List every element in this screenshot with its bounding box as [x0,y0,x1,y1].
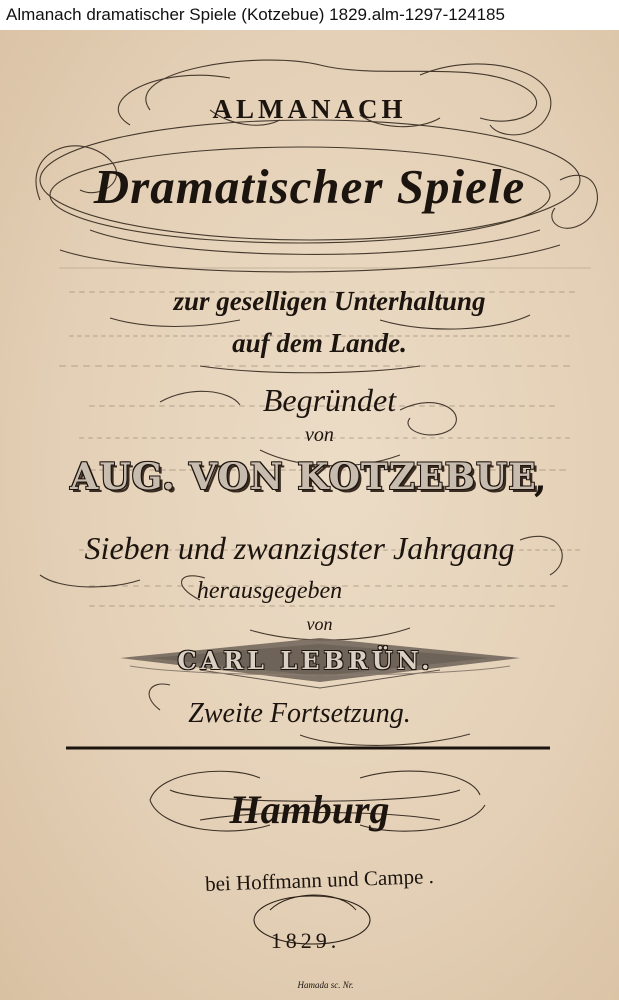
von-label-1: von [305,424,334,446]
main-title: Dramatischer Spiele [93,159,526,214]
subtitle-line-2: auf dem Lande. [232,328,407,358]
engraver-credit: Hamada sc. Nr. [297,980,354,990]
edited-label: herausgegeben [196,578,343,604]
founded-label: Begründet [262,382,397,418]
image-caption: Almanach dramatischer Spiele (Kotzebue) 1829.alm-1297-124185 [0,0,619,30]
publication-year: 1829. [270,928,341,953]
title-page [0,30,619,1000]
continuation-line: Zweite Fortsetzung. [188,698,411,729]
von-label-2: von [306,614,333,634]
publisher-line: bei Hoffmann und Campe . [204,864,435,896]
place-of-publication: Hamburg [229,787,390,832]
subtitle-line-1: zur geselligen Unterhaltung [173,286,486,316]
almanach-heading: ALMANACH [212,94,407,124]
edition-line: Sieben und zwanzigster Jahrgang [84,530,515,566]
editor-name: CARL LEBRÜN. [177,646,434,675]
founder-comma: , [534,458,547,500]
founder-name: AUG. VON KOTZEBUE [70,456,537,498]
